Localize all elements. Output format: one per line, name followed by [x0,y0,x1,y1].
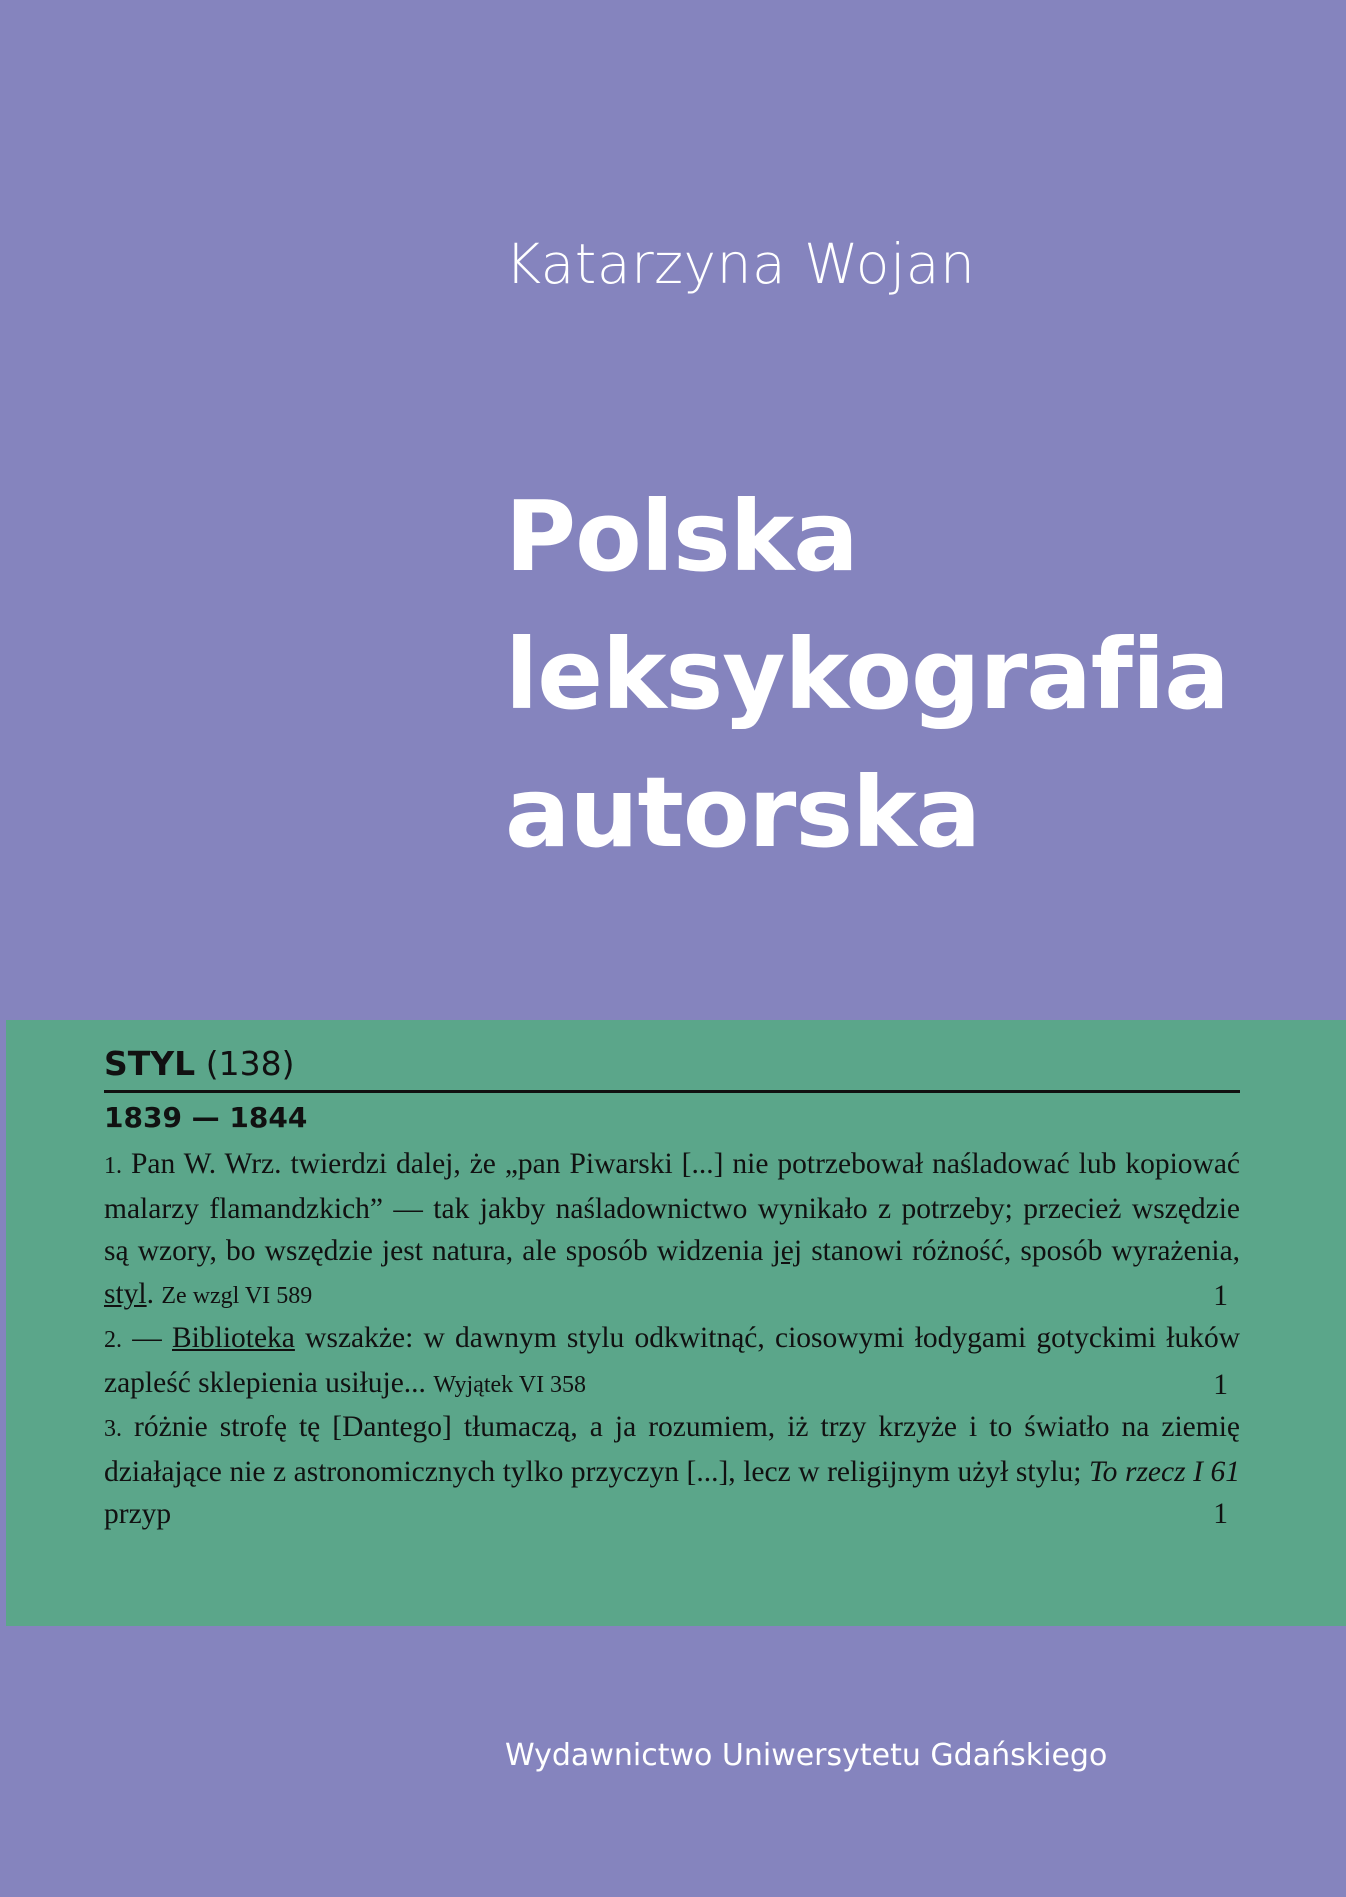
citation-text: Pan W. Wrz. twierdzi dalej, że „pan Piwarski [...] nie potrzebował naśladować lub kopiować malarzy flamandzkich” — tak jakby naśladownictwo wynikało z potrzeby; przecież wszędzie są wzory, bo wszędzie jest natura, ale sposób widzenia [104,1148,1241,1267]
title-line: autorska [505,756,981,869]
author-name: Katarzyna Wojan [505,232,976,296]
underlined-word: jej [772,1235,803,1267]
citation-source: To rzecz I 61 [1088,1455,1241,1488]
citation-2 [104,1317,1240,1406]
publisher-name: Wydawnictwo Uniwersytetu Gdańskiego [505,1738,1108,1773]
citation-source: Ze wzgl VI 589 [161,1282,313,1309]
citation-text: różnie strofę tę [Dantego] tłumaczą, a ja rozumiem, iż trzy krzyże i to światło na ziemię działające nie z astronomicznych tylko przyczyn [...], lecz w religijnym użył stylu; [104,1411,1240,1488]
title-line: leksykografia [505,618,1229,731]
entry-heading [104,1040,1240,1088]
headword: STYL [104,1044,196,1083]
citation-number: 2. [104,1327,122,1353]
title-line: Polska [505,480,858,593]
entry-years: 1839 — 1844 [104,1101,308,1134]
citation-count: 1 [1213,1368,1228,1401]
book-title [505,468,1229,882]
citation-1 [104,1143,1240,1317]
citation-number: 1. [104,1153,122,1179]
dictionary-entry [104,1040,1240,1536]
citation-count: 1 [1213,1279,1228,1312]
citation-3 [104,1406,1240,1536]
citation-text: . [146,1277,154,1310]
occurrence-count: (138) [205,1044,295,1083]
citation-number: 3. [104,1416,122,1442]
citation-text: — [132,1322,162,1354]
underlined-word: styl [104,1277,147,1310]
citation-text: stanowi różność, sposób wyrażenia, [811,1235,1241,1267]
entry-rule [104,1090,1240,1093]
citation-count: 1 [1213,1498,1228,1530]
citation-text: wszakże: w dawnym stylu odkwitnąć, ciosowymi łodygami gotyckimi łuków zapleść sklepienia usiłuje... [104,1322,1241,1399]
citation-source: Wyjątek VI 358 [433,1371,587,1398]
citation-source-tail: przyp [104,1498,172,1530]
underlined-word: Biblioteka [172,1322,295,1354]
